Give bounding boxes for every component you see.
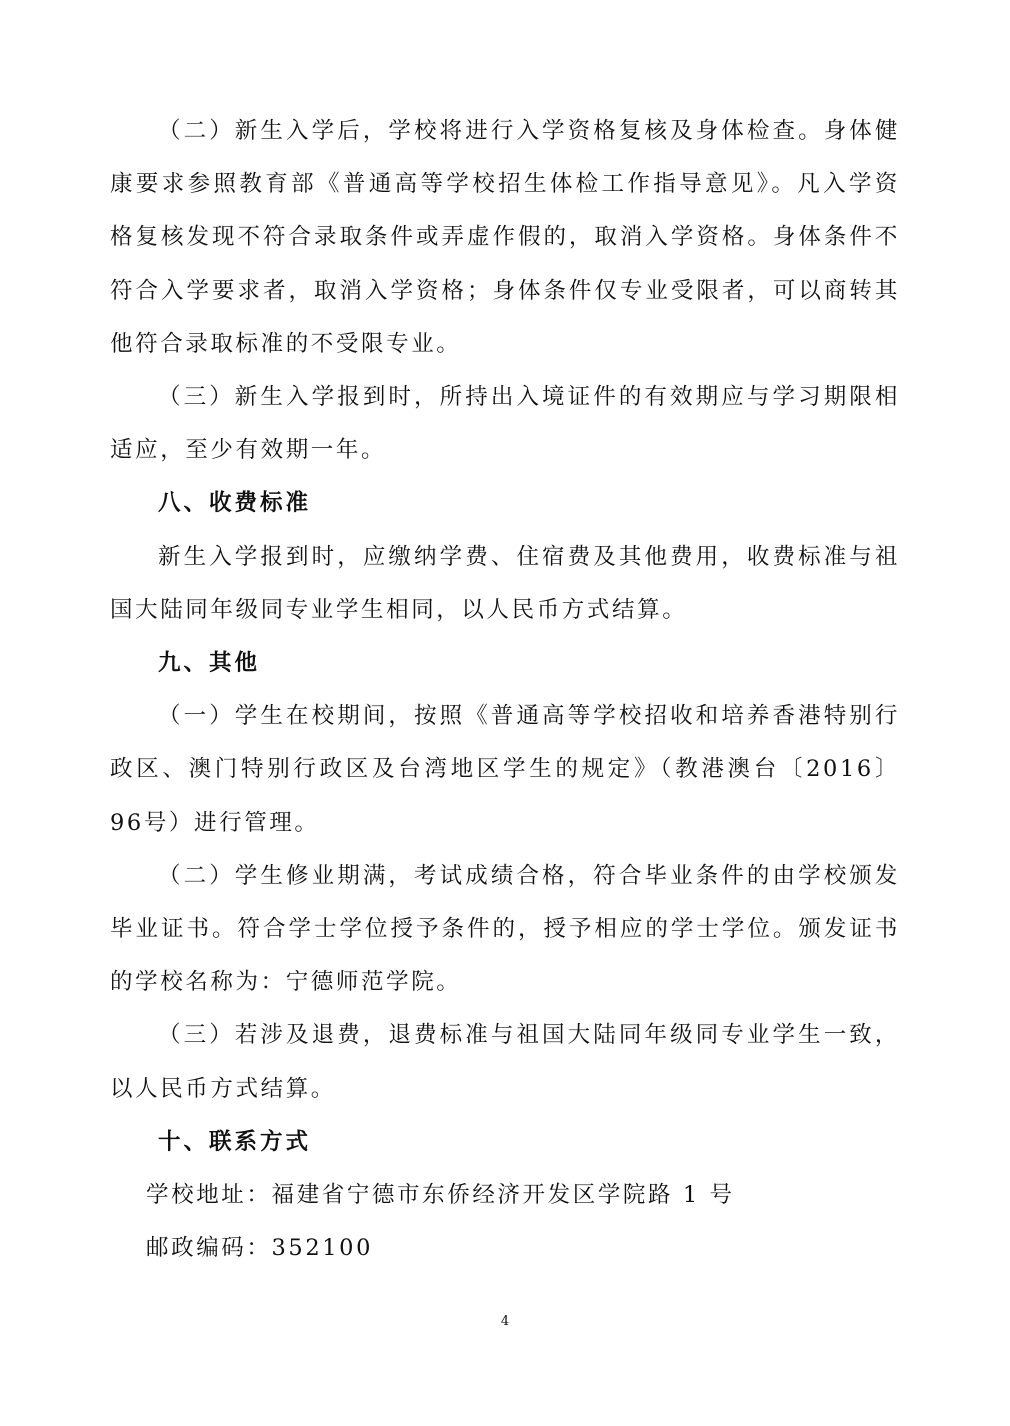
contact-postcode <box>110 1222 900 1275</box>
section-heading-other: 九、其他 <box>158 650 261 677</box>
document-body <box>110 105 900 1275</box>
paragraph-travel-document: （三）新生入学报到时，所持出入境证件的有效期应与学习期限相适应，至少有效期一年。 <box>110 384 900 464</box>
paragraph-admission-review: （二）新生入学后，学校将进行入学资格复核及身体检查。身体健康要求参照教育部《普通高等学校招生体检工作指导意见》。凡入学资格复核发现不符合录取条件或弄虚作假的，取消入学资格。身体条件不符合入学要求者，取消入学资格；身体条件仅专业受限者，可以商转其他符合录取标准的不受限专业。 <box>110 118 900 357</box>
contact-postcode-value: 352100 <box>271 1235 374 1262</box>
paragraph-graduation: （二）学生修业期满，考试成绩合格，符合毕业条件的由学校颁发毕业证书。符合学士学位授予条件的，授予相应的学士学位。颁发证书的学校名称为：宁德师范学院。 <box>110 862 900 996</box>
section-heading-fees: 八、收费标准 <box>158 490 312 517</box>
contact-postcode-label: 邮政编码： <box>146 1235 272 1262</box>
paragraph-fees: 新生入学报到时，应缴纳学费、住宿费及其他费用，收费标准与祖国大陆同年级同专业学生相同，以人民币方式结算。 <box>110 543 900 623</box>
paragraph-management: （一）学生在校期间，按照《普通高等学校招收和培养香港特别行政区、澳门特别行政区及台湾地区学生的规定》（教港澳台〔2016〕96号）进行管理。 <box>110 703 900 836</box>
contact-address-label: 学校地址： <box>146 1182 272 1209</box>
contact-address <box>110 1169 900 1222</box>
paragraph-refund: （三）若涉及退费，退费标准与祖国大陆同年级同专业学生一致，以人民币方式结算。 <box>110 1022 900 1102</box>
section-heading-contact: 十、联系方式 <box>158 1128 312 1155</box>
contact-address-value: 福建省宁德市东侨经济开发区学院路 1 号 <box>271 1182 735 1209</box>
page-number: 4 <box>500 1314 510 1329</box>
